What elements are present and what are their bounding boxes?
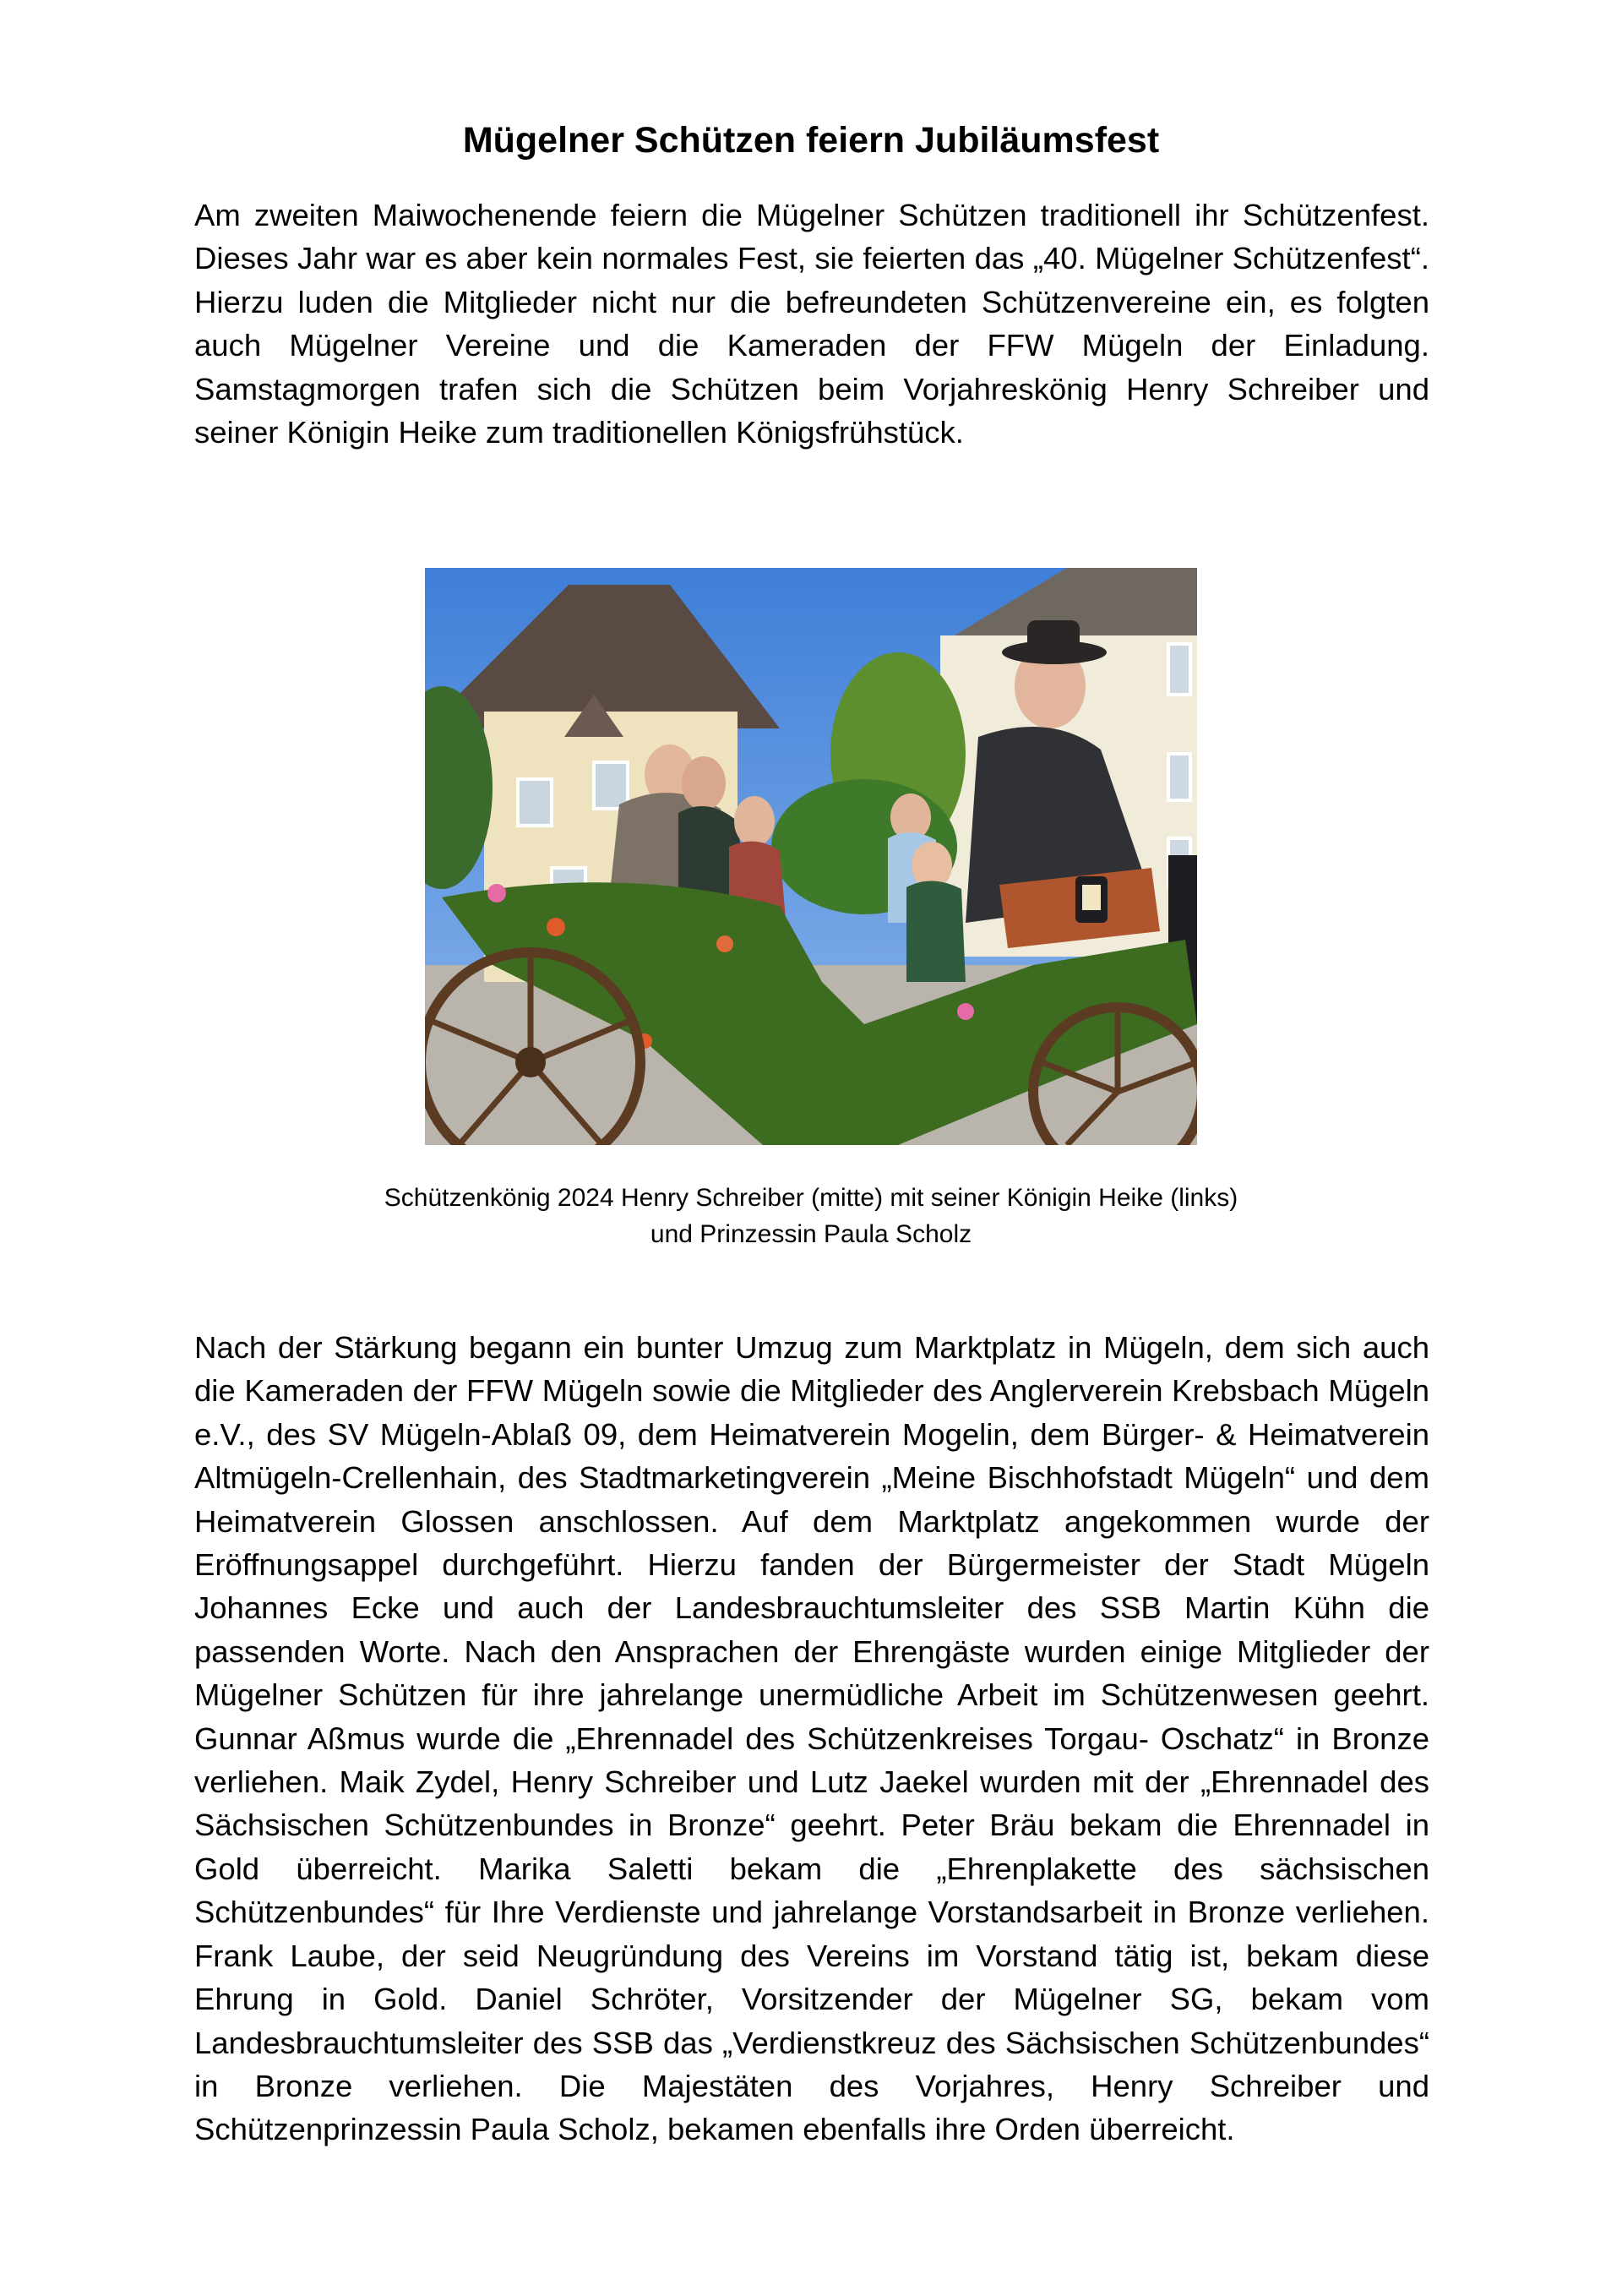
- article-photo: [425, 568, 1197, 1145]
- paragraph-intro: Am zweiten Maiwochenende feiern die Mügelner Schützen traditionell ihr Schützenfest. Dieses Jahr war es aber kein normales Fest, sie feierten das „40. Mügelner Schützenfest“. Hierzu luden die Mitglieder nicht nur die befreundeten Schützenvereine ein, es folgten auch Mügelner Vereine und die Kameraden der FFW Mügeln der Einladung. Samstagmorgen trafen sich die Schützen beim Vorjahreskönig Henry Schreiber und seiner Königin Heike zum traditionellen Königsfrühstück.: [194, 198, 1429, 450]
- caption-line-1: Schützenkönig 2024 Henry Schreiber (mitte) mit seiner Königin Heike (links): [384, 1184, 1238, 1212]
- horse-carriage-photo-icon: [425, 568, 1197, 1145]
- article-title: Mügelner Schützen feiern Jubiläumsfest: [462, 120, 1160, 161]
- paragraph-main: Nach der Stärkung begann ein bunter Umzug zum Marktplatz in Mügeln, dem sich auch die Kameraden der FFW Mügeln sowie die Mitglieder des Anglerverein Krebsbach Mügeln e.V., des SV Mügeln-Ablaß 09, dem Heimatverein Mogelin, dem Bürger- & Heimatverein Altmügeln-Crellenhain, des Stadtmarketingverein „Meine Bischhofstadt Mügeln“ und dem Heimatverein Glossen anschlossen. Auf dem Marktplatz angekommen wurde der Eröffnungsappel durchgeführt. Hierzu fanden der Bürgermeister der Stadt Mügeln Johannes Ecke und auch der Landesbrauchtumsleiter des SSB Martin Kühn die passenden Worte. Nach den Ansprachen der Ehrengäste wurden einige Mitglieder der Mügelner Schützen für ihre jahrelange unermüdliche Arbeit im Schützenwesen geehrt. Gunnar Aßmus wurde die „Ehrennadel des Schützenkreises Torgau- Oschatz“ in Bronze verliehen. Maik Zydel, Henry Schreiber und Lutz Jaekel wurden mit der „Ehrennadel des Sächsischen Schützenbundes in Bronze“ geehrt. Peter Bräu bekam die Ehrennadel in Gold überreicht. Marika Saletti bekam die „Ehrenplakette des sächsischen Schützenbundes“ für Ihre Verdienste und jahrelange Vorstandsarbeit in Bronze verliehen. Frank Laube, der seid Neugründung des Vereins im Vorstand tätig ist, bekam diese Ehrung in Gold. Daniel Schröter, Vorsitzender der Mügelner SG, bekam vom Landesbrauchtumsleiter des SSB das „Verdienstkreuz des Sächsischen Schützenbundes“ in Bronze verliehen. Die Majestäten des Vorjahres, Henry Schreiber und Schützenprinzessin Paula Scholz, bekamen ebenfalls ihre Orden überreicht.: [194, 1330, 1429, 2147]
- photo-caption: [253, 1180, 1369, 1252]
- caption-line-2: und Prinzessin Paula Scholz: [650, 1220, 972, 1248]
